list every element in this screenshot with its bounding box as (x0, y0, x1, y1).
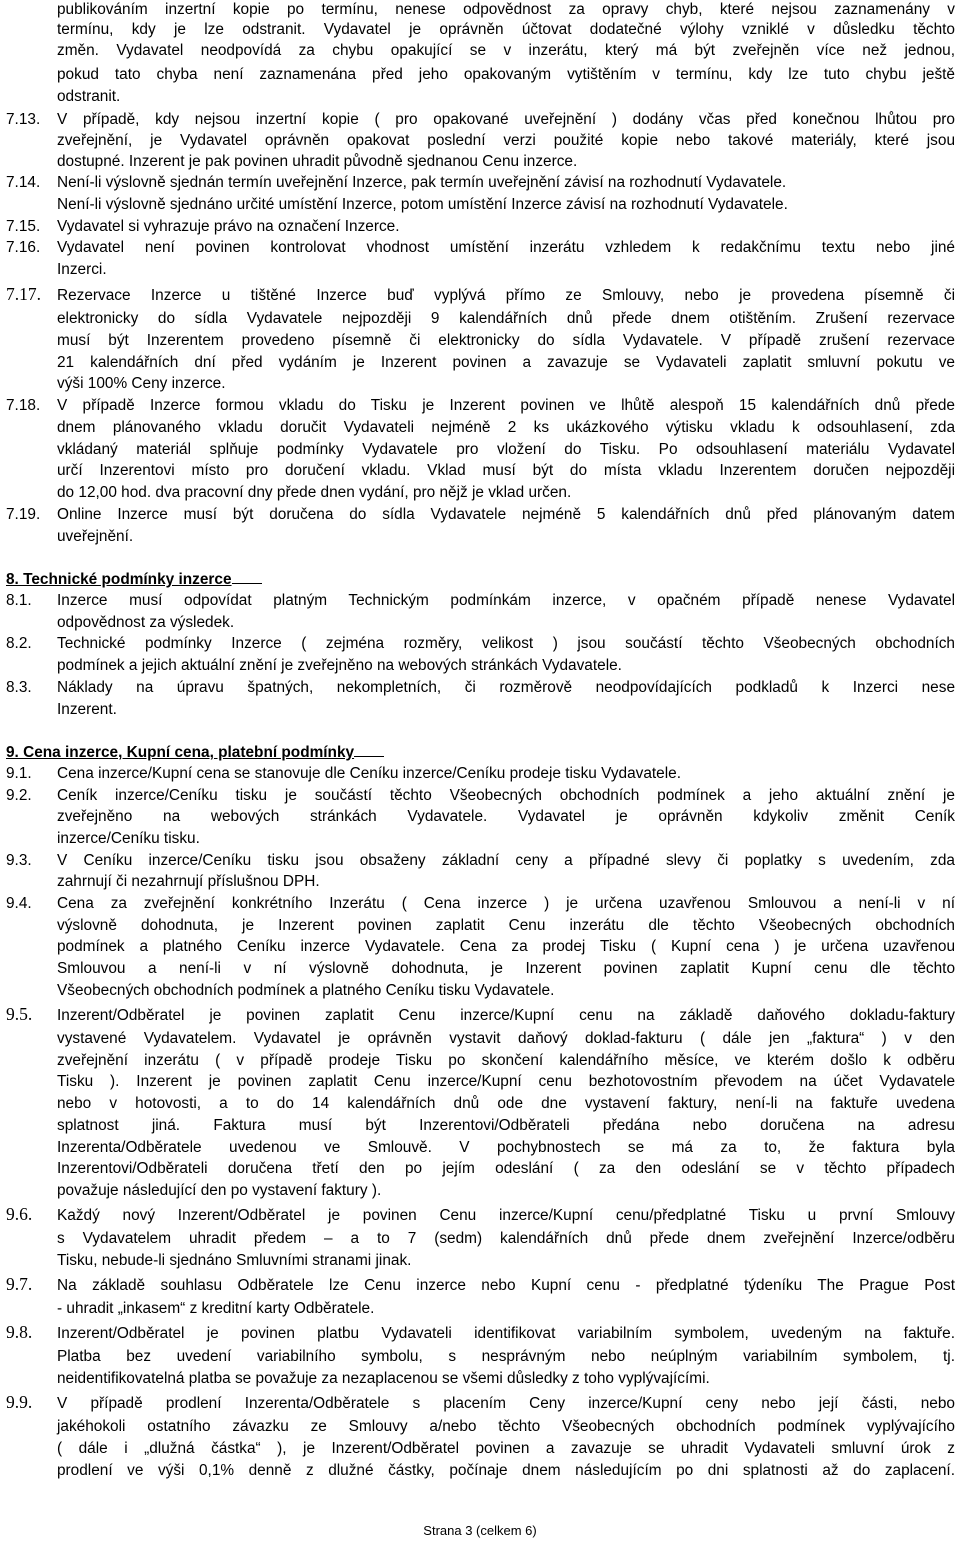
clause-number: 9.2. (6, 787, 32, 804)
text-line (0, 238, 960, 260)
clause-text: vystavené Vydavatelem. Vydavatel je oprávněn vystavit daňový doklad-fakturu ( dále jen „faktura“ ) v den (57, 1030, 955, 1047)
clause-number: 9.4. (6, 895, 32, 912)
text-line (0, 1347, 960, 1369)
text-line (0, 1369, 960, 1391)
clause-text: určí Inzerentovi místo pro doručení vkladu. Vklad musí být do místa vkladu Inzerentem doručen nejpozději (57, 462, 955, 479)
clause-text: Inzerent. (57, 701, 117, 718)
clause-text: Na základě souhlasu Odběratele lze Cenu inzerce nebo Kupní cenu - předplatné týdeníku The Prague Post (57, 1277, 955, 1294)
clause-text: Rezervace Inzerce u tištěné Inzerce buď vyplývá přímo ze Smlouvy, nebo je provedena písemně či (57, 287, 955, 304)
text-line (0, 440, 960, 462)
clause-text: zveřejnění, je Vydavatel oprávněn opakovat poslední verzi použité kopie nebo takové materiály, které jsou (57, 132, 955, 149)
text-line (0, 396, 960, 418)
heading-underline (232, 569, 262, 584)
clause-text: dnem plánovaného vkladu doručit Vydavateli nejméně 2 ks ukázkového výtisku vkladu k odsouhlasení, zda (57, 419, 955, 436)
clause-text: podmínek a platného Ceníku inzerce Vydavatele. Cena za prodej Tisku ( Kupní cena ) je určena uzavřenou (57, 938, 955, 955)
clause-text: ( dále i „dlužná částka“ ), je Inzerent/Odběratel povinen a zavazuje se uhradit Vydavateli smluvní úrok z (57, 1440, 955, 1457)
clause-text: Cena za zveřejnění konkrétního Inzerátu ( Cena inzerce ) je určena uzavřenou Smlouvou a není-li v ní (57, 895, 955, 912)
text-line (0, 829, 960, 851)
text-line (0, 894, 960, 916)
text-line (0, 195, 960, 217)
text-line (0, 634, 960, 656)
clause-text: Vydavatel si vyhrazuje právo na označení Inzerce. (57, 218, 400, 235)
text-line (0, 1276, 960, 1298)
clause-text: vkládaný materiál splňuje podmínky Vydavatele pro vložení do Tisku. Po odsouhlasení materiálu Vydavatel (57, 441, 955, 458)
text-line (0, 110, 960, 132)
clause-text: Náklady na úpravu špatných, nekompletních, či rozměrově neodpovídajících podkladů k Inzerci nese (57, 679, 955, 696)
text-line (0, 807, 960, 829)
text-line (0, 309, 960, 331)
text-line (0, 65, 960, 87)
text-line (0, 461, 960, 483)
clause-text: musí být Inzerentem provedeno písemně či elektronicky do sídla Vydavatele. V případě zrušení rezervace (57, 332, 955, 349)
clause-text: V případě prodlení Inzerenta/Odběratele s placením Ceny inzerce/Kupní ceny nebo její části, nebo (57, 1395, 955, 1412)
clause-text: podmínek a jejich aktuální znění je zveřejněno na webových stránkách Vydavatele. (57, 657, 622, 674)
clause-text: termínu, kdy je lze odstranit. Vydavatel je oprávněn účtovat dodatečné výlohy vzniklé v důsledku těchto (57, 21, 955, 38)
text-line (0, 353, 960, 375)
text-line (0, 872, 960, 894)
clause-number: 9.9. (6, 1392, 33, 1412)
clause-text: publikováním inzertní kopie po termínu, nenese odpovědnost za opravy chyb, které nejsou zaznamenány v (57, 1, 955, 18)
clause-text: - uhradit „inkasem“ z kreditní karty Odběratele. (57, 1300, 375, 1317)
text-line (0, 483, 960, 505)
clause-text: Platba bez uvedení variabilního symbolu, s nesprávným nebo neúplným variabilním symbolem, tj. (57, 1348, 955, 1365)
clause-text: Inzerent/Odběratel je povinen zaplatit Cenu inzerce/Kupní cenu na základě daňového dokladu-faktury (57, 1007, 955, 1024)
clause-number: 8.1. (6, 592, 32, 609)
text-line (0, 1138, 960, 1160)
clause-number: 7.13. (6, 111, 41, 128)
text-line (0, 1181, 960, 1203)
text-line (0, 678, 960, 700)
clause-text: Není-li výslovně sjednáno určité umístění Inzerce, potom umístění Inzerce závisí na rozhodnutí Vydavatele. (57, 196, 788, 213)
clause-text: nebo v hotovosti, a to do 14 kalendářních dnů ode dne vystavení faktury, není-li na faktuře uvedena (57, 1095, 955, 1112)
text-line (0, 1439, 960, 1461)
clause-text: Vydavatel není povinen kontrolovat vhodnost umístění inzerátu vzhledem k redakčnímu textu nebo jiné (57, 239, 955, 256)
text-line (0, 1251, 960, 1273)
clause-text: Online Inzerce musí být doručena do sídla Vydavatele nejméně 5 kalendářních dnů před plánovaným datem (57, 506, 955, 523)
clause-text: pokud tato chyba není zaznamenána před jeho opakovaným vytištěním v termínu, kdy lze tuto chybu ještě (57, 66, 955, 83)
text-line (0, 591, 960, 613)
text-line (0, 1116, 960, 1138)
clause-text: Tisku ). Inzerent je povinen zaplatit Cenu inzerce/Kupní cenu bezhotovostním převodem na účet Vydavatele (57, 1073, 955, 1090)
clause-text: elektronicky do sídla Vydavatele nejpozději 9 kalendářních dnů přede dnem otištěním. Zrušení rezervace (57, 310, 955, 327)
clause-text: Inzerentovi/Odběrateli doručena třetí den po jejím odeslání ( za den odeslání se v těchto případech (57, 1160, 955, 1177)
text-line (0, 505, 960, 527)
clause-text: Cena inzerce/Kupní cena se stanovuje dle Ceníku inzerce/Ceníku prodeje tisku Vydavatele. (57, 765, 681, 782)
text-line (0, 613, 960, 635)
text-line (0, 1072, 960, 1094)
clause-number: 9.1. (6, 765, 32, 782)
heading-underline (354, 742, 384, 757)
text-line (0, 20, 960, 42)
clause-text: zveřejněno na webových stránkách Vydavatele. Vydavatel je oprávněn kdykoliv změnit Ceník (57, 808, 955, 825)
clause-text: Smlouvou a není-li v ní výslovně dohodnuta, je Inzerent povinen zaplatit Kupní cenu dle těchto (57, 960, 955, 977)
clause-number: 9.3. (6, 852, 32, 869)
text-line (0, 1394, 960, 1416)
clause-text: 21 kalendářních dní před vydáním je Inzerent povinen a zavazuje se Vydavateli zaplatit smluvní pokutu ve (57, 354, 955, 371)
clause-text: odstranit. (57, 88, 121, 105)
text-line (0, 916, 960, 938)
text-line (0, 851, 960, 873)
clause-text: Inzerent/Odběratel je povinen platbu Vydavateli identifikovat variabilním symbolem, uvedeným na faktuře. (57, 1325, 955, 1342)
clause-text: neidentifikovatelná platba se považuje za nezaplacenou se všemi důsledky z toho vyplývajícími. (57, 1370, 710, 1387)
text-line (0, 700, 960, 722)
clause-number: 7.15. (6, 218, 41, 235)
text-line (0, 260, 960, 282)
clause-text: odpovědnost za výsledek. (57, 614, 235, 631)
text-line (0, 374, 960, 396)
clause-text: dostupné. Inzerent je pak povinen uhradit původně sjednanou Cenu inzerce. (57, 153, 578, 170)
text-line (0, 959, 960, 981)
clause-text: Tisku, nebude-li sjednáno Smluvními stranami jinak. (57, 1252, 412, 1269)
page-footer: Strana 3 (celkem 6) (423, 1523, 537, 1538)
text-line (0, 1461, 960, 1483)
text-line (0, 981, 960, 1003)
text-line (0, 41, 960, 63)
section-heading (6, 569, 262, 590)
text-line (0, 131, 960, 153)
clause-text: zveřejnění inzerátu ( v případě prodeje Tisku po skončení kalendářního měsíce, ve kterém došlo k odběru (57, 1052, 955, 1069)
text-line (0, 152, 960, 174)
clause-text: výslovně dohodnuta, je Inzerent povinen zaplatit Cenu inzerátu dle těchto Všeobecných obchodních (57, 917, 955, 934)
text-line (0, 656, 960, 678)
clause-number: 9.5. (6, 1004, 33, 1024)
clause-text: Inzerce musí odpovídat platným Technickým podmínkám inzerce, v opačném případě nenese Vydavatel (57, 592, 955, 609)
clause-number: 9.7. (6, 1274, 33, 1294)
clause-text: uveřejnění. (57, 528, 134, 545)
text-line (0, 1206, 960, 1228)
clause-number: 8.2. (6, 635, 32, 652)
clause-text: do 12,00 hod. dva pracovní dny přede dnen vydání, pro nějž je vklad určen. (57, 484, 572, 501)
clause-text: změn. Vydavatel neodpovídá za chybu opakující se v inzerátu, který má být zveřejněn více než jednou, (57, 42, 955, 59)
text-line (0, 217, 960, 239)
text-line (0, 1324, 960, 1346)
clause-number: 9.8. (6, 1322, 33, 1342)
text-line (0, 1159, 960, 1181)
section-heading (6, 742, 384, 763)
section-heading-text: 8. Technické podmínky inzerce (6, 571, 232, 588)
text-line (0, 331, 960, 353)
text-line (0, 418, 960, 440)
clause-text: Není-li výslovně sjednán termín uveřejnění Inzerce, pak termín uveřejnění závisí na rozhodnutí Vydavatele. (57, 174, 787, 191)
text-line (0, 764, 960, 786)
clause-text: Všeobecných obchodních podmínek a platného Ceníku tisku Vydavatele. (57, 982, 555, 999)
text-line (0, 1417, 960, 1439)
text-line (0, 786, 960, 808)
clause-number: 7.18. (6, 397, 41, 414)
text-line (0, 527, 960, 549)
text-line (0, 87, 960, 109)
text-line (0, 937, 960, 959)
text-line (0, 1229, 960, 1251)
clause-number: 7.19. (6, 506, 41, 523)
clause-text: považuje následující den po vystavení faktury ). (57, 1182, 382, 1199)
clause-number: 7.17. (6, 284, 41, 304)
clause-text: Technické podmínky Inzerce ( zejména rozměry, velikost ) jsou součástí těchto Všeobecných obchodních (57, 635, 955, 652)
clause-text: Inzerenta/Odběratele uvedenou ve Smlouvě. V pochybnostech se má za to, že faktura byla (57, 1139, 955, 1156)
clause-number: 9.6. (6, 1204, 33, 1224)
text-line (0, 1051, 960, 1073)
section-heading-text: 9. Cena inzerce, Kupní cena, platební podmínky (6, 744, 355, 761)
text-line (0, 173, 960, 195)
text-line (0, 0, 960, 22)
clause-text: prodlení ve výši 0,1% denně z dlužné částky, počínaje dnem následujícím po dni splatnosti až do zaplacení. (57, 1462, 955, 1479)
text-line (0, 1094, 960, 1116)
clause-number: 7.14. (6, 174, 41, 191)
clause-text: s Vydavatelem uhradit předem – a to 7 (sedm) kalendářních dnů přede dnem zveřejnění Inzerce/odběru (57, 1230, 955, 1247)
clause-text: V případě Inzerce formou vkladu do Tisku je Inzerent povinen ve lhůtě alespoň 15 kalendářních dnů přede (57, 397, 955, 414)
text-line (0, 1299, 960, 1321)
clause-text: zahrnují či nezahrnují příslušnou DPH. (57, 873, 320, 890)
text-line (0, 1029, 960, 1051)
clause-text: Každý nový Inzerent/Odběratel je povinen Cenu inzerce/Kupní cenu/předplatné Tisku u první Smlouvy (57, 1207, 955, 1224)
clause-text: inzerce/Ceníku tisku. (57, 830, 200, 847)
clause-number: 8.3. (6, 679, 32, 696)
text-line (0, 1006, 960, 1028)
clause-text: V Ceníku inzerce/Ceníku tisku jsou obsaženy základní ceny a případné slevy či poplatky s uvedením, zda (57, 852, 955, 869)
clause-text: Inzerci. (57, 261, 107, 278)
clause-text: splatnost jiná. Faktura musí být Inzerentovi/Odběrateli předána nebo doručena na adresu (57, 1117, 955, 1134)
clause-text: jakéhokoli ostatního závazku ze Smlouvy a/nebo těchto Všeobecných obchodních podmínek vyplývajícího (57, 1418, 955, 1435)
text-line (0, 286, 960, 308)
clause-number: 7.16. (6, 239, 41, 256)
clause-text: Ceník inzerce/Ceníku tisku je součástí těchto Všeobecných obchodních podmínek a jeho aktuální znění je (57, 787, 955, 804)
clause-text: výši 100% Ceny inzerce. (57, 375, 226, 392)
clause-text: V případě, kdy nejsou inzertní kopie ( pro opakované uveřejnění ) dodány včas před konečnou lhůtou pro (57, 111, 955, 128)
